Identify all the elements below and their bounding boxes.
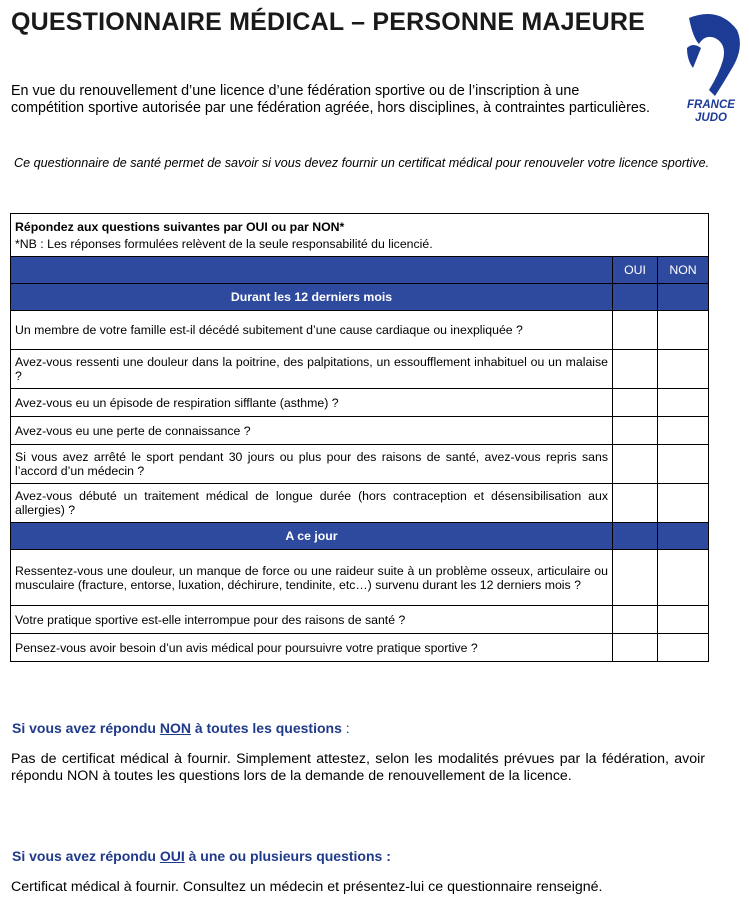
nb-text: *NB : Les réponses formulées relèvent de la seule responsabilité du licencié. (15, 236, 433, 251)
question-text: Avez-vous eu une perte de connaissance ? (11, 417, 613, 445)
intro-paragraph: En vue du renouvellement d’une licence d’une fédération sportive ou de l’inscription à une compétition sportive autorisée par une fédération agréée, hors disciplines, à contraintes particulières. (11, 83, 650, 116)
section-header-today (11, 523, 709, 550)
logo-text (679, 99, 743, 125)
question-row (11, 389, 709, 417)
section2-title: A ce jour (11, 523, 613, 550)
oui-box[interactable] (613, 311, 658, 350)
non-box[interactable] (658, 634, 709, 662)
purpose-note: Ce questionnaire de santé permet de savoir si vous devez fournir un certificat médical pour renouveler votre licence sportive. (14, 156, 710, 170)
non-box[interactable] (658, 417, 709, 445)
oui-box[interactable] (613, 417, 658, 445)
instruction-row (11, 214, 709, 257)
question-row (11, 606, 709, 634)
page-title: QUESTIONNAIRE MÉDICAL – PERSONNE MAJEURE (11, 8, 646, 36)
column-header-row (11, 257, 709, 284)
non-box[interactable] (658, 389, 709, 417)
oui-box[interactable] (613, 389, 658, 417)
question-row (11, 634, 709, 662)
questions-table (10, 213, 709, 662)
oui-keyword: OUI (159, 848, 185, 864)
section1-title: Durant les 12 derniers mois (11, 284, 613, 311)
question-text: Avez-vous débuté un traitement médical de longue durée (hors contraception et désensibilisation aux allergies) ? (11, 484, 613, 523)
oui-section-heading: Si vous avez répondu OUI à une ou plusieurs questions : (12, 848, 391, 864)
oui-box[interactable] (613, 550, 658, 606)
non-box[interactable] (658, 311, 709, 350)
question-row (11, 350, 709, 389)
question-text: Votre pratique sportive est-elle interrompue pour des raisons de santé ? (11, 606, 613, 634)
instruction-cell (11, 214, 709, 257)
oui-box[interactable] (613, 606, 658, 634)
logo-line-judo: JUDO (695, 112, 727, 124)
non-keyword: NON (159, 720, 191, 736)
question-row (11, 550, 709, 606)
instruction-text: Répondez aux questions suivantes par OUI ou par NON* (15, 219, 345, 234)
question-row (11, 484, 709, 523)
non-box[interactable] (658, 606, 709, 634)
question-text: Avez-vous ressenti une douleur dans la poitrine, des palpitations, un essoufflement inhabituel ou un malaise ? (11, 350, 613, 389)
non-box[interactable] (658, 350, 709, 389)
section-header-12-months (11, 284, 709, 311)
question-row (11, 311, 709, 350)
oui-box[interactable] (613, 445, 658, 484)
col-oui: OUI (613, 257, 658, 284)
oui-box[interactable] (613, 634, 658, 662)
question-row (11, 417, 709, 445)
non-section-heading: Si vous avez répondu NON à toutes les questions : (12, 720, 350, 736)
question-text: Pensez-vous avoir besoin d’un avis médical pour poursuivre votre pratique sportive ? (11, 634, 613, 662)
question-row (11, 445, 709, 484)
non-section-text: Pas de certificat médical à fournir. Simplement attestez, selon les modalités prévues par la fédération, avoir répondu NON à toutes les questions lors de la demande de renouvellement de la licence. (11, 751, 705, 784)
question-text: Avez-vous eu un épisode de respiration sifflante (asthme) ? (11, 389, 613, 417)
question-text: Si vous avez arrêté le sport pendant 30 jours ou plus pour des raisons de santé, avez-vous repris sans l’accord d’un médecin ? (11, 445, 613, 484)
non-box[interactable] (658, 484, 709, 523)
oui-section-text: Certificat médical à fournir. Consultez un médecin et présentez-lui ce questionnaire renseigné. (11, 879, 603, 895)
oui-box[interactable] (613, 350, 658, 389)
question-text: Un membre de votre famille est-il décédé subitement d’une cause cardiaque ou inexpliquée ? (11, 311, 613, 350)
non-box[interactable] (658, 445, 709, 484)
logo-line-france: FRANCE (687, 99, 735, 111)
non-box[interactable] (658, 550, 709, 606)
col-non: NON (658, 257, 709, 284)
question-text: Ressentez-vous une douleur, un manque de force ou une raideur suite à un problème osseux, articulaire ou musculaire (fracture, entorse, luxation, déchirure, tendinite, etc…) survenu durant les 12 derniers mois ? (11, 550, 613, 606)
oui-box[interactable] (613, 484, 658, 523)
